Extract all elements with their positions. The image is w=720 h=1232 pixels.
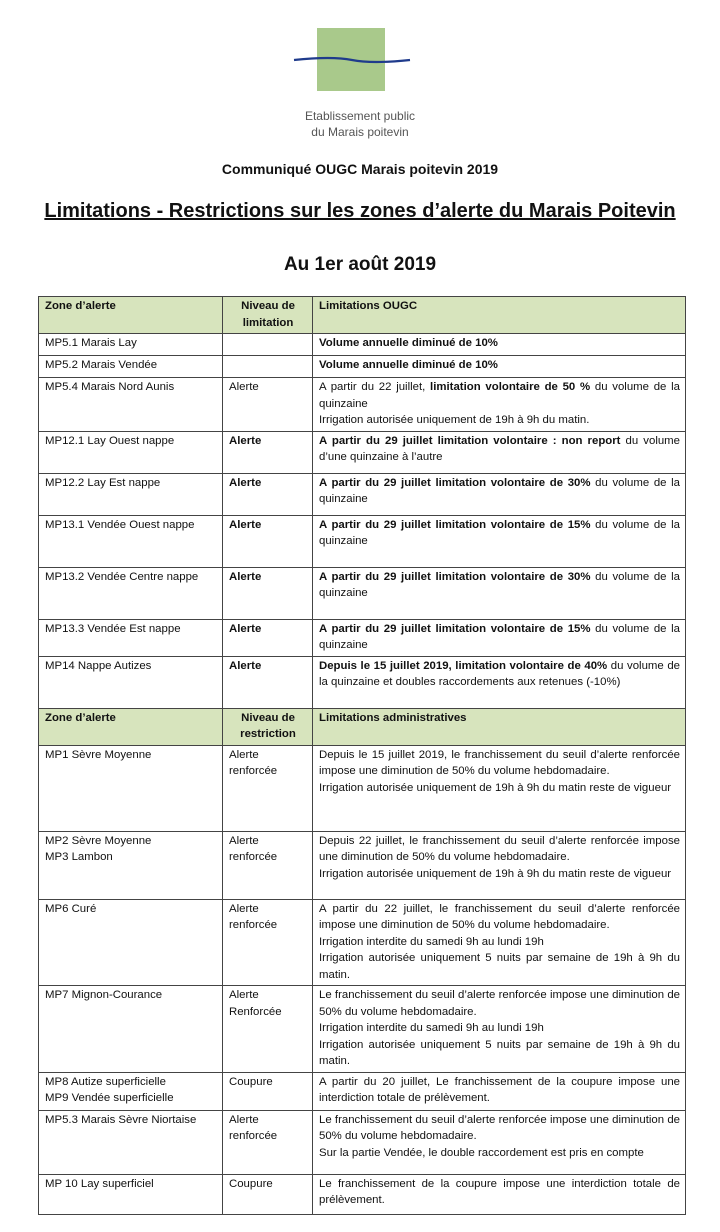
limitation-cell [313, 431, 686, 473]
zone-name: MP1 Sèvre Moyenne [45, 748, 152, 761]
zone-cell: MP14 Nappe Autizes [39, 656, 223, 708]
zone-name: MP5.3 Marais Sèvre Niortaise [45, 1113, 197, 1126]
logo-text-line1: Etablissement public [304, 109, 416, 123]
limitation-cell [313, 986, 686, 1073]
level-cell: Coupure [223, 1072, 313, 1110]
table1-header-cell: Niveau de limitation [223, 297, 313, 334]
logo-icon [292, 26, 412, 96]
zone-cell [39, 1174, 223, 1214]
level-cell: Alerte [223, 473, 313, 515]
level-cell: Alerte renforcée [223, 899, 313, 986]
level-cell [223, 334, 313, 356]
limitation-cell [313, 1110, 686, 1174]
table-row [39, 567, 686, 619]
logo-text [0, 108, 720, 140]
limitation-text-line: Irrigation autorisée uniquement de 19h à 9h du matin reste de vigueur [319, 867, 672, 880]
zone-cell: MP12.1 Lay Ouest nappe [39, 431, 223, 473]
level-cell: Alerte [223, 567, 313, 619]
zone-cell [39, 1110, 223, 1174]
table-row [39, 1174, 686, 1214]
limitation-text-line: A partir du 20 juillet, Le franchissement de la coupure impose une interdiction totale de prélèvement. [319, 1075, 680, 1104]
limitation-text: du volume de la quinzaine [319, 476, 680, 505]
limitation-text-line: Irrigation interdite du samedi 9h au lundi 19h [319, 935, 544, 948]
limitation-text: du volume de la quinzaine [319, 381, 680, 410]
zone-name: MP9 Vendée superficielle [45, 1092, 174, 1104]
table-row [39, 831, 686, 899]
limitation-text-line: A partir du 22 juillet, le franchissement du seuil d’alerte renforcée impose une diminution de 50% du volume hebdomadaire. [319, 902, 680, 931]
limitation-text-bold: A partir du 29 juillet limitation volontaire de 15% [319, 622, 591, 635]
limitation-text-bold: A partir du 29 juillet limitation volontaire de 30% [319, 570, 591, 583]
limitation-cell [313, 1072, 686, 1110]
logo-text-line2: du Marais poitevin [311, 125, 409, 139]
level-cell: Alerte [223, 656, 313, 708]
limitation-cell [313, 378, 686, 432]
zone-cell: MP5.1 Marais Lay [39, 334, 223, 356]
table1-header-cell: Zone d’alerte [39, 297, 223, 334]
zone-cell: MP13.2 Vendée Centre nappe [39, 567, 223, 619]
zone-name: MP6 Curé [45, 902, 97, 915]
limitation-text: du volume de la quinzaine et doubles raccordements aux retenues (-10%) [319, 659, 680, 688]
zone-cell [39, 1072, 223, 1110]
zone-name: MP 10 Lay superficiel [45, 1177, 154, 1190]
zone-cell [39, 899, 223, 986]
zone-cell: MP13.3 Vendée Est nappe [39, 619, 223, 656]
limitation-cell [313, 515, 686, 567]
table2-header-cell: Zone d’alerte [39, 708, 223, 745]
level-cell: Alerte [223, 619, 313, 656]
limitation-cell [313, 356, 686, 378]
limitation-text-line: Irrigation autorisée uniquement 5 nuits par semaine de 19h à 9h du matin. [319, 952, 680, 981]
limitation-cell [313, 656, 686, 708]
table2-header-cell: Limitations administratives [313, 708, 686, 745]
limitation-text-bold: A partir du 29 juillet limitation volontaire : non report [319, 434, 621, 447]
table-row [39, 656, 686, 708]
limitation-text-bold: Volume annuelle diminué de 10% [319, 337, 498, 349]
zone-cell [39, 745, 223, 831]
zone-name: MP8 Autize superficielle [45, 1075, 166, 1088]
table-row [39, 745, 686, 831]
level-cell: Alerte [223, 378, 313, 432]
zone-name: MP3 Lambon [45, 851, 113, 863]
table-row [39, 619, 686, 656]
limitation-text: du volume de la quinzaine [319, 518, 680, 547]
level-cell: Alerte renforcée [223, 1110, 313, 1174]
level-cell: Alerte [223, 431, 313, 473]
limitation-text-bold: limitation volontaire de 50 % [430, 381, 591, 393]
limitation-text-bold: Depuis le 15 juillet 2019, limitation volontaire de 40% [319, 659, 608, 672]
limitation-cell [313, 831, 686, 899]
communique-heading: Communiqué OUGC Marais poitevin 2019 [221, 161, 499, 177]
table-row [39, 986, 686, 1073]
limitation-text-line: Irrigation interdite du samedi 9h au lundi 19h [319, 1022, 544, 1034]
limitation-text-bold: A partir du 29 juillet limitation volontaire de 30% [319, 476, 591, 489]
level-cell: Alerte renforcée [223, 831, 313, 899]
limitations-table [38, 296, 686, 1215]
limitation-text-line: Depuis 22 juillet, le franchissement du seuil d’alerte renforcée impose une diminution de 50% du volume hebdomadaire. [319, 834, 680, 863]
table-row [39, 899, 686, 986]
limitation-cell [313, 619, 686, 656]
limitation-cell [313, 745, 686, 831]
limitation-text-line: Irrigation autorisée uniquement 5 nuits par semaine de 19h à 9h du matin. [319, 1038, 680, 1067]
limitation-text-line: Depuis le 15 juillet 2019, le franchissement du seuil d’alerte renforcée impose une diminution de 50% du volume hebdomadaire. [319, 748, 680, 777]
limitation-text-line: Le franchissement du seuil d’alerte renforcée impose une diminution de 50% du volume hebdomadaire. [319, 1113, 680, 1142]
limitation-cell [313, 567, 686, 619]
table-row [39, 473, 686, 515]
limitation-text-line: Irrigation autorisée uniquement de 19h à 9h du matin. [319, 414, 590, 426]
table1-header-cell: Limitations OUGC [313, 297, 686, 334]
limitation-text: du volume d’une quinzaine à l’autre [319, 434, 681, 463]
zone-cell: MP5.2 Marais Vendée [39, 356, 223, 378]
limitation-cell [313, 899, 686, 986]
table-row [39, 431, 686, 473]
zone-cell [39, 831, 223, 899]
table1-header-row [39, 297, 686, 334]
table-row [39, 378, 686, 432]
level-cell: Alerte Renforcée [223, 986, 313, 1073]
zone-cell [39, 986, 223, 1073]
table2-header-cell: Niveau de restriction [223, 708, 313, 745]
zone-name: MP2 Sèvre Moyenne [45, 834, 152, 847]
table-row [39, 1110, 686, 1174]
limitation-cell [313, 334, 686, 356]
limitation-text-line: Le franchissement de la coupure impose une interdiction totale de prélèvement. [319, 1177, 680, 1206]
limitation-text-bold: A partir du 29 juillet limitation volontaire de 15% [319, 518, 591, 531]
zone-cell: MP5.4 Marais Nord Aunis [39, 378, 223, 432]
table-row [39, 515, 686, 567]
level-cell: Alerte [223, 515, 313, 567]
level-cell: Alerte renforcée [223, 745, 313, 831]
limitation-text-bold: Volume annuelle diminué de 10% [319, 359, 498, 371]
limitation-cell [313, 1174, 686, 1214]
limitation-text-line: Irrigation autorisée uniquement de 19h à 9h du matin reste de vigueur [319, 781, 672, 794]
table-row [39, 334, 686, 356]
page-title: Limitations - Restrictions sur les zones d’alerte du Marais Poitevin [44, 200, 676, 222]
level-cell: Coupure [223, 1174, 313, 1214]
level-cell [223, 356, 313, 378]
table2-header-row [39, 708, 686, 745]
limitation-cell [313, 473, 686, 515]
table-row [39, 1072, 686, 1110]
zone-name: MP7 Mignon-Courance [45, 989, 163, 1001]
zone-cell: MP12.2 Lay Est nappe [39, 473, 223, 515]
limitation-text: A partir du 22 juillet, [319, 381, 431, 393]
limitation-text: du volume de la quinzaine [319, 570, 680, 599]
limitation-text: du volume de la quinzaine [319, 622, 680, 651]
page-subtitle: Au 1er août 2019 [283, 254, 437, 275]
limitation-text-line: Sur la partie Vendée, le double raccordement est pris en compte [319, 1146, 644, 1159]
table-row [39, 356, 686, 378]
limitation-text-line: Le franchissement du seuil d’alerte renforcée impose une diminution de 50% du volume hebdomadaire. [319, 989, 680, 1018]
zone-cell: MP13.1 Vendée Ouest nappe [39, 515, 223, 567]
